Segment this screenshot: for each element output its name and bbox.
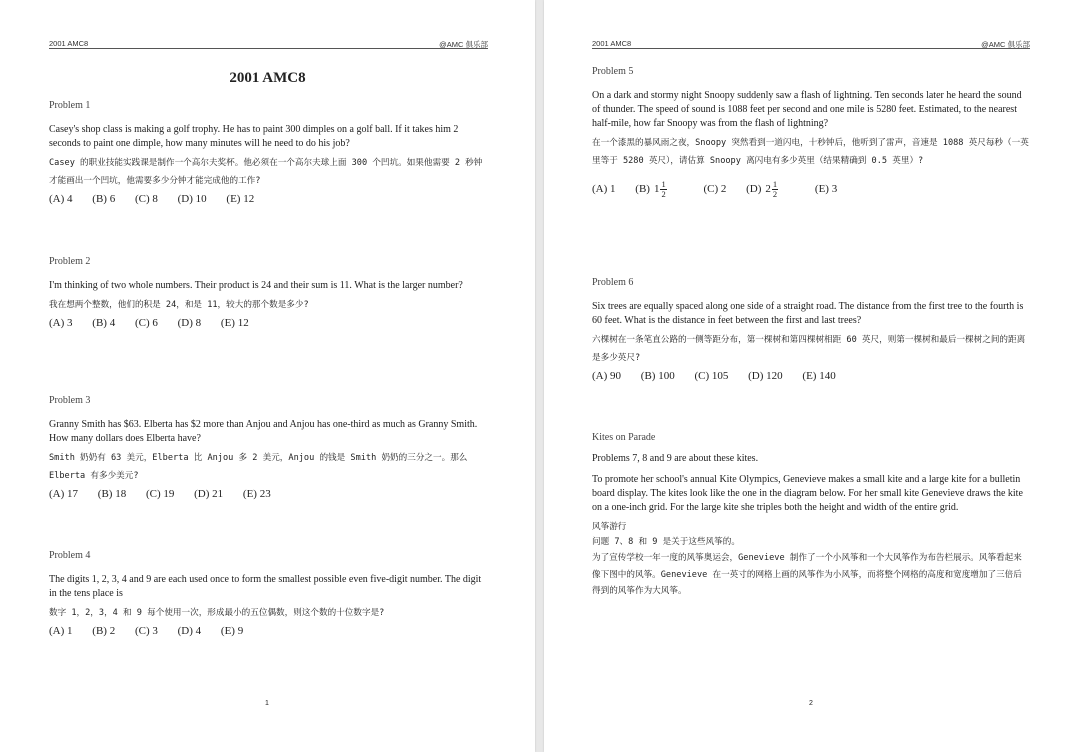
choice-b-fraction <box>660 180 683 199</box>
choice-a: (A) 17 <box>49 488 79 500</box>
header-left: 2001 AMC8 <box>49 39 89 48</box>
problem-text-en: Granny Smith has $63. Elberta has $2 more than Anjou and Anjou has one-third as much as Granny Smith. How many dollars does Elberta have? <box>49 419 478 444</box>
problem-label: Problem 1 <box>49 100 91 111</box>
choice-d <box>746 179 795 199</box>
problem-text-en: The digits 1, 2, 3, 4 and 9 are each used once to form the smallest possible even five-digit number. The digit in the tens place is <box>49 574 482 599</box>
section-intro: Problems 7, 8 and 9 are about these kites. <box>592 453 759 464</box>
section-label: Kites on Parade <box>592 432 656 443</box>
choice-a: (A) 4 <box>49 193 73 205</box>
section-text-en: To promote her school's annual Kite Olympics, Genevieve makes a small kite and a large kite for a bulletin board display. The kites look like the one in the diagram below. For her small kite Genevieve draws the kite on a one-inch grid. For the large kite she triples both the height and width of the entire grid. <box>592 474 1023 513</box>
choice-d-label: (D) <box>746 183 762 196</box>
problem-label: Problem 6 <box>592 277 634 288</box>
section-intro-zh: 问题 7、8 和 9 是关于这些风筝的。 <box>592 537 740 547</box>
answer-choices <box>49 487 489 501</box>
problem-3 <box>49 395 489 501</box>
fraction-denominator: 2 <box>661 189 666 199</box>
problem-text-en: On a dark and stormy night Snoopy suddenly saw a flash of lightning. Ten seconds later he heard the sound of thunder. The speed of sound is 1088 feet per second and one mile is 5280 feet. Estimated, to the nearest half-mile, how far Snoopy was from the flash of lightning? <box>592 90 1022 129</box>
document-title: 2001 AMC8 <box>229 70 306 86</box>
kites-section <box>592 432 1030 600</box>
choice-d: (D) 10 <box>177 193 207 205</box>
choice-d-fraction <box>772 180 795 199</box>
fraction-denominator: 2 <box>772 189 778 199</box>
problem-label: Problem 2 <box>49 256 91 267</box>
answer-choices <box>592 180 1030 199</box>
problem-4 <box>49 550 489 638</box>
choice-a: (A) 1 <box>49 625 73 637</box>
choice-c: (C) 105 <box>694 370 729 382</box>
choice-c: (C) 2 <box>703 183 727 196</box>
choice-a: (A) 1 <box>592 183 616 196</box>
problem-label: Problem 5 <box>592 66 634 77</box>
page-header <box>49 39 488 49</box>
choice-c: (C) 8 <box>134 193 158 205</box>
answer-choices <box>49 192 489 206</box>
header-right: @AMC 俱乐部 <box>439 40 488 49</box>
header-left: 2001 AMC8 <box>592 39 632 48</box>
choice-b: (B) 6 <box>92 193 116 205</box>
section-title-zh: 风筝游行 <box>592 522 627 532</box>
choice-b: (B) 100 <box>640 370 675 382</box>
problem-text-zh: 六棵树在一条笔直公路的一侧等距分布，第一棵树和第四棵树相距 60 英尺，则第一棵树和最后一棵树之间的距离是多少英尺? <box>592 335 1026 363</box>
choice-a: (A) 90 <box>592 370 622 382</box>
answer-choices <box>592 369 1030 383</box>
choice-d-whole: 2 <box>765 183 771 196</box>
problem-2 <box>49 256 489 330</box>
section-text-zh: 为了宣传学校一年一度的风筝奥运会，Genevieve 制作了一个小风筝和一个大风筝作为布告栏展示。风筝看起来像下图中的风筝。Genevieve 在一英寸的网格上画的风筝作为小风筝，而将整个网格的高度和宽度增加了三倍后得到的风筝作为大风筝。 <box>592 553 1022 596</box>
problem-1 <box>49 100 489 206</box>
page-number: 1 <box>265 700 269 707</box>
choice-b: (B) 18 <box>97 488 127 500</box>
choice-e: (E) 23 <box>242 488 271 500</box>
choice-e: (E) 140 <box>802 370 836 382</box>
choice-d: (D) 21 <box>194 488 224 500</box>
choice-c: (C) 3 <box>134 625 158 637</box>
problem-text-zh: 在一个漆黑的暴风雨之夜，Snoopy 突然看到一道闪电，十秒钟后，他听到了雷声，音速是 1088 英尺每秒（一英里等于 5280 英尺），请估算 Snoopy 离闪电有多少英里（结果精确到 0.5 英里）? <box>592 138 1029 166</box>
problem-text-en: Casey's shop class is making a golf trophy. He has to paint 300 dimples on a golf ball. If it takes him 2 seconds to paint one dimple, how many minutes will he need to do his job? <box>49 124 459 149</box>
page-1 <box>0 0 535 752</box>
choice-b <box>635 179 683 199</box>
fraction-numerator: 1 <box>772 179 778 189</box>
choice-e: (E) 12 <box>220 317 249 329</box>
problem-label: Problem 3 <box>49 395 91 406</box>
choice-e: (E) 9 <box>220 625 244 637</box>
answer-choices <box>49 316 489 330</box>
choice-c: (C) 19 <box>145 488 175 500</box>
choice-d: (D) 8 <box>177 317 202 329</box>
choice-d: (D) 4 <box>177 625 202 637</box>
choice-b: (B) 2 <box>92 625 116 637</box>
choice-e: (E) 3 <box>814 183 838 196</box>
problem-label: Problem 4 <box>49 550 91 561</box>
choice-b: (B) 4 <box>92 317 116 329</box>
problem-text-zh: 数字 1，2，3，4 和 9 每个使用一次，形成最小的五位偶数，则这个数的十位数字是? <box>49 608 385 618</box>
fraction-numerator: 1 <box>661 179 666 189</box>
problem-text-zh: Smith 奶奶有 63 美元，Elberta 比 Anjou 多 2 美元，Anjou 的钱是 Smith 奶奶的三分之一。那么 Elberta 有多少美元? <box>49 453 468 481</box>
header-right: @AMC 俱乐部 <box>981 40 1030 49</box>
problem-6 <box>592 277 1030 383</box>
choice-d: (D) 120 <box>748 370 783 382</box>
answer-choices <box>49 624 489 638</box>
problem-text-en: Six trees are equally spaced along one side of a straight road. The distance from the first tree to the fourth is 60 feet. What is the distance in feet between the first and last trees? <box>592 301 1024 326</box>
page-header <box>592 39 1030 49</box>
choice-b-label: (B) <box>635 183 650 196</box>
problem-text-zh: Casey 的职业技能实践课是制作一个高尔夫奖杯。他必须在一个高尔夫球上面 300 个凹坑。如果他需要 2 秒钟才能画出一个凹坑，他需要多少分钟才能完成他的工作? <box>49 158 483 186</box>
problem-text-zh: 我在想两个整数，他们的积是 24，和是 11，较大的那个数是多少? <box>49 300 309 310</box>
choice-a: (A) 3 <box>49 317 73 329</box>
choice-c: (C) 6 <box>134 317 158 329</box>
choice-b-whole: 1 <box>653 183 660 196</box>
problem-5 <box>592 66 1030 199</box>
problem-text-en: I'm thinking of two whole numbers. Their product is 24 and their sum is 11. What is the larger number? <box>49 280 463 291</box>
page-number: 2 <box>809 700 813 707</box>
choice-e: (E) 12 <box>226 193 255 205</box>
page-2 <box>544 0 1080 752</box>
